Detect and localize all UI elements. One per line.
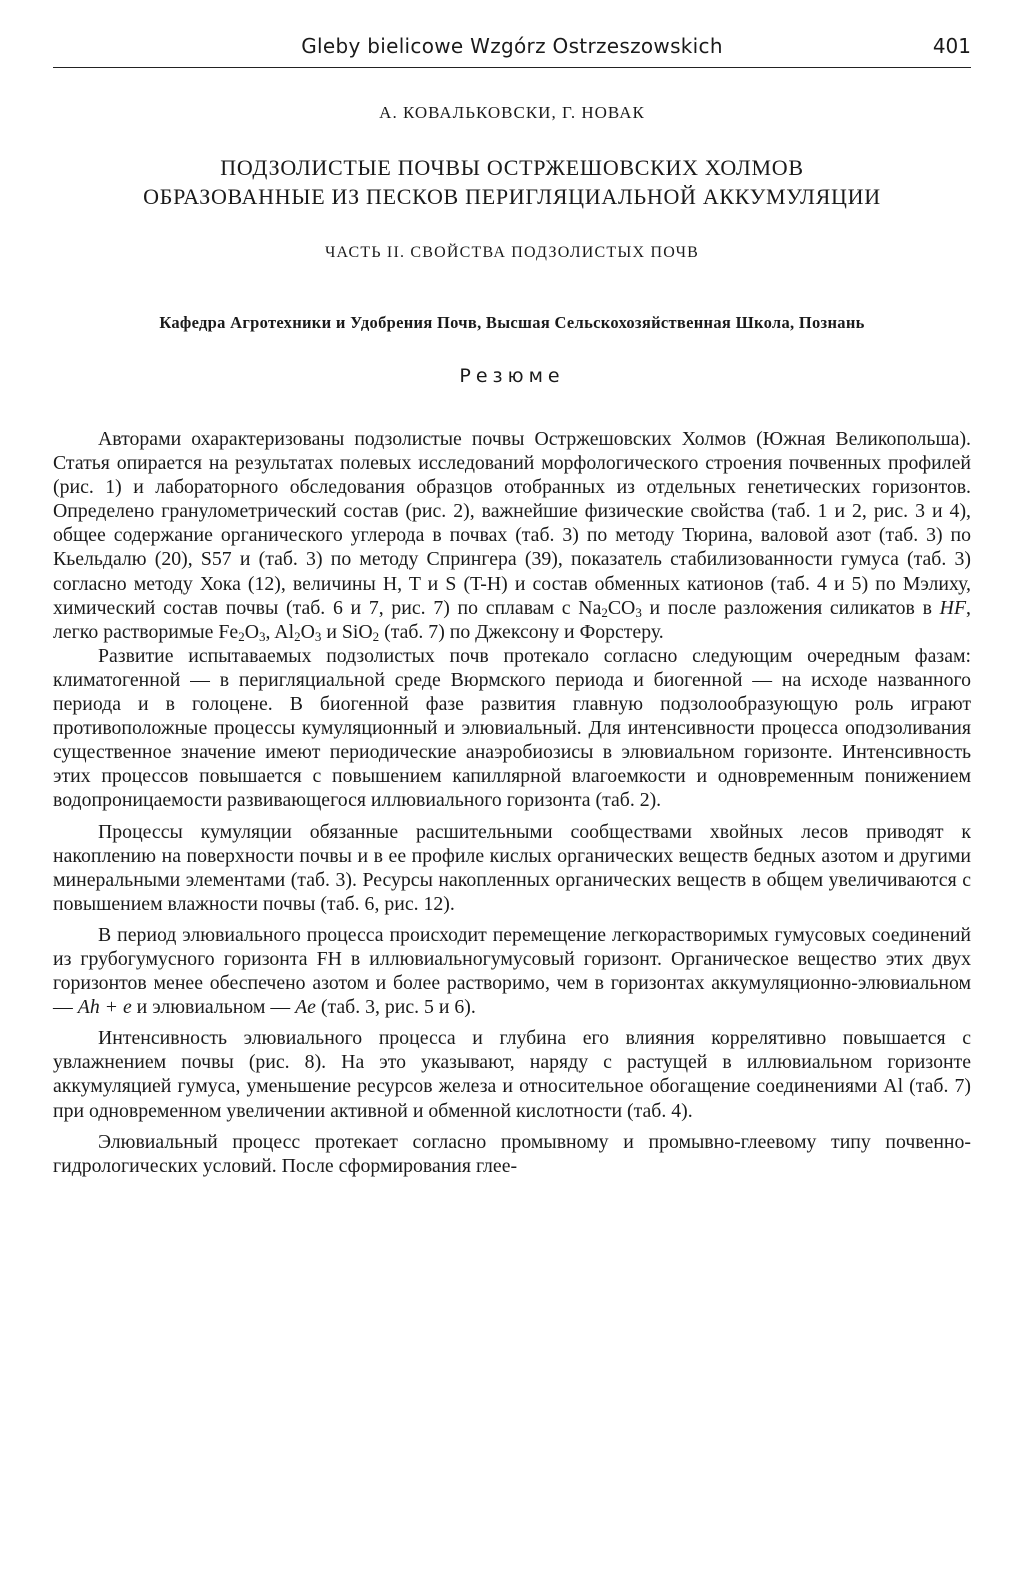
title-line-2: ОБРАЗОВАННЫЕ ИЗ ПЕСКОВ ПЕРИГЛЯЦИАЛЬНОЙ АККУМУЛЯЦИИ [143, 184, 881, 209]
p1-text-a: Авторами охарактеризованы подзолистые почвы Остржешовских Холмов (Южная Великопольша). Статья опирается на результатах полевых исследований морфологического строения почвенных профилей (рис. 1) и лабораторного обследования образцов отобранных из отдельных генетических горизонтов. Определено гранулометрический состав (рис. 2), важнейшие физические свойства (таб. 1 и 2, рис. 3 и 4), общее содержание органического углерода в почвах (таб. 3) по методу Тюрина, валовой азот (таб. 3) по Кьельдалю (20), S57 и (таб. 3) по методу Спрингера (39), показатель стабилизованности гумуса (таб. 3) согласно методу Хока (12), величины H, T и S (T-H) и состав обменных катионов (таб. 4 и 5) по Мэлиху, химический состав почвы (таб. 6 и 7, рис. 7) по сплавам с Na [53, 428, 971, 619]
p1-text-e: O [244, 620, 259, 643]
p1-text-f: , Al [265, 620, 295, 643]
paragraph-1 [53, 427, 971, 644]
article-title [0, 153, 1024, 211]
running-title: Gleby bielicowe Wzgórz Ostrzeszowskich [301, 34, 723, 58]
p1-sub-3: 2 [238, 628, 245, 644]
header-rule [53, 67, 971, 68]
p1-text-d: , легко растворимые Fe [53, 596, 971, 643]
paragraph-3: Процессы кумуляции обязанные расшительными сообществами хвойных лесов приводят к накоплению на поверхности почвы и в ее профиле кислых органических веществ бедных азотом и другими минеральными элементами (таб. 3). Ресурсы накопленных органических веществ в общем увеличиваются с повышением влажности почвы (таб. 6, рис. 12). [53, 820, 971, 915]
p1-sub-1: 2 [601, 604, 608, 620]
affiliation: Кафедра Агротехники и Удобрения Почв, Высшая Сельскохозяйственная Школа, Познань [159, 313, 865, 332]
running-header [53, 30, 971, 66]
p4-horizon-ah: Ah + e [77, 996, 132, 1019]
section-heading: Резюме [459, 365, 565, 387]
p1-sub-5: 2 [294, 628, 301, 644]
p1-sub-4: 3 [259, 628, 266, 644]
p4-text-c: (таб. 3, рис. 5 и 6). [315, 996, 476, 1019]
p1-hf: HF [939, 596, 967, 619]
p1-sub-2: 3 [635, 604, 642, 620]
p1-text-c: и после разложения силикатов в [641, 596, 940, 619]
page-number: 401 [932, 34, 971, 58]
part-title: ЧАСТЬ II. СВОЙСТВА ПОДЗОЛИСТЫХ ПОЧВ [324, 244, 700, 261]
p4-text-b: и элювиальном — [131, 996, 296, 1019]
paragraph-2: Развитие испытаваемых подзолистых почв протекало согласно следующим очередным фазам: климатогенной — в перигляциальной среде Вюрмского периода и биогенной — на исходе названного периода и в голоцене. В биогенной фазе развития главную подзолообразующую роль играют противоположные процессы кумуляционный и элювиальный. Для интенсивности процесса оподзоливания существенное значение имеют периодические анаэробиозисы в элювиальном горизонте. Интенсивность этих процессов повышается с повышением капиллярной влагоемкости и одновременным понижением водопроницаемости развивающегося иллювиального горизонта (таб. 2). [53, 644, 971, 812]
article-body [53, 427, 971, 1178]
p1-sub-6: 3 [314, 628, 322, 644]
paragraph-6: Элювиальный процесс протекает согласно промывному и промывно-глеевому типу почвенно-гидрологических условий. После сформирования глее- [53, 1130, 971, 1177]
p1-text-g: O [300, 620, 315, 643]
p1-sub-7: 2 [372, 628, 380, 644]
p1-text-h: и SiO [321, 620, 373, 643]
paragraph-5: Интенсивность элювиального процесса и глубина его влияния коррелятивно повышается с увлажнением почвы (рис. 8). На это указывают, наряду с растущей в иллювиальном горизонте аккумуляцией гумуса, уменьшение ресурсов железа и относительное обогащение соединениями Al (таб. 7) при одновременном увеличении активной и обменной кислотности (таб. 4). [53, 1027, 971, 1122]
p4-text-a: В период элювиального процесса происходит перемещение легкорастворимых гумусовых соединений из грубогумусного горизонта FH в иллювиальногумусовый горизонт. Органическое вещество этих двух горизонтов менее обеспечено азотом и более растворимо, чем в горизонтах аккумуляционно-элювиальном — [53, 923, 971, 1019]
authors: А. КОВАЛЬКОВСКИ, Г. НОВАК [379, 103, 645, 122]
p1-text-i: (таб. 7) по Джексону и Форстеру. [379, 620, 664, 643]
paragraph-4 [53, 923, 971, 1019]
p4-horizon-ae: Ae [295, 996, 316, 1019]
p1-text-b: CO [607, 596, 636, 619]
title-line-1: ПОДЗОЛИСТЫЕ ПОЧВЫ ОСТРЖЕШОВСКИХ ХОЛМОВ [220, 155, 804, 180]
